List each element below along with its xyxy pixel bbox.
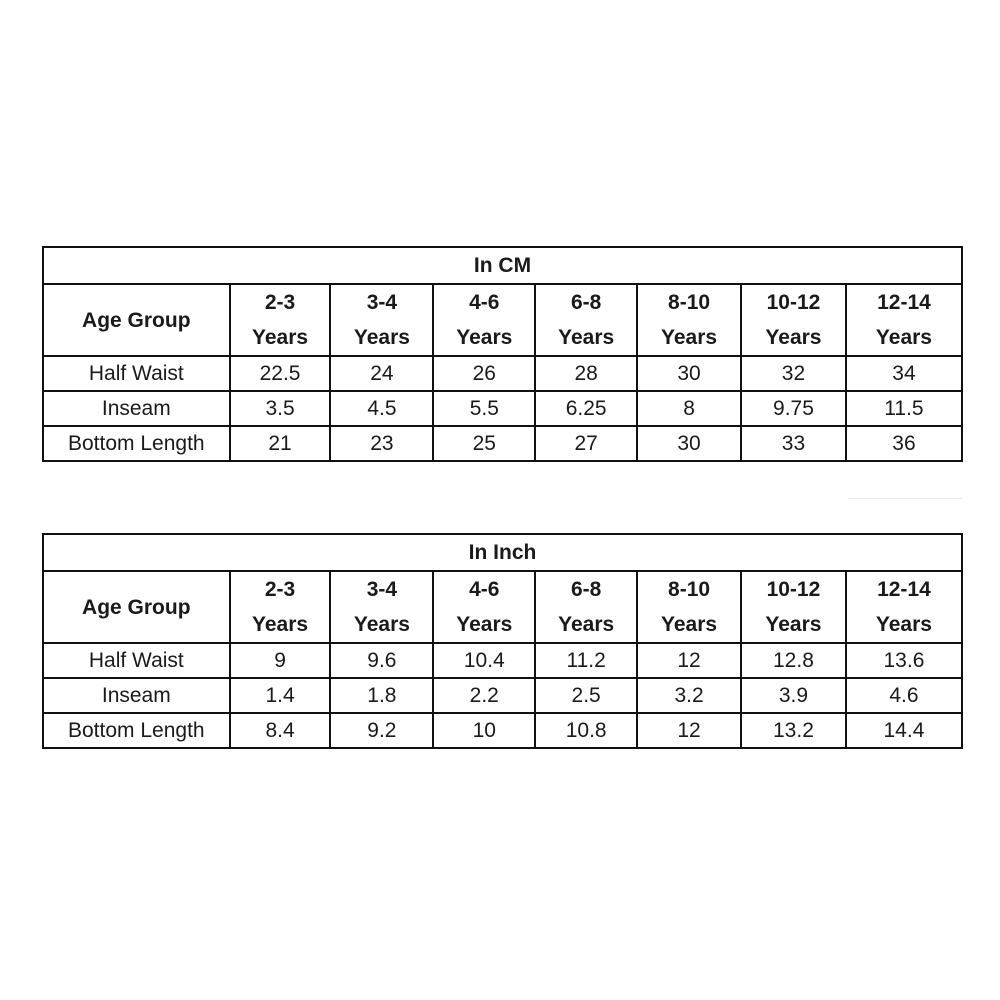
age-range: 10-12: [766, 291, 821, 314]
row-label: Inseam: [43, 391, 230, 426]
age-unit: Years: [661, 613, 718, 636]
row-label: Bottom Length: [43, 426, 230, 461]
age-range: 4-6: [469, 578, 500, 601]
table-cell: 36: [846, 426, 962, 461]
age-unit: Years: [558, 326, 615, 349]
table-title-row: [43, 247, 962, 284]
table-cell: 4.6: [846, 678, 962, 713]
table-header-row: [43, 571, 962, 643]
table-row-inseam: [43, 678, 962, 713]
row-label: Half Waist: [43, 643, 230, 678]
age-group-column-header: [433, 284, 535, 356]
table-cell: 9: [230, 643, 331, 678]
age-group-column-header: [330, 571, 433, 643]
table-cell: 8: [637, 391, 741, 426]
age-group-column-header: [535, 284, 637, 356]
table-cell: 11.2: [535, 643, 637, 678]
age-group-column-header: [230, 571, 331, 643]
age-group-column-header: [230, 284, 331, 356]
table-cell: 1.8: [330, 678, 433, 713]
table-row-bottom-length: [43, 426, 962, 461]
table-cell: 32: [741, 356, 846, 391]
table-cell: 10: [433, 713, 535, 748]
age-range: 4-6: [469, 291, 500, 314]
table-cell: 27: [535, 426, 637, 461]
age-range: 6-8: [570, 578, 602, 601]
table-cell: 12: [637, 643, 741, 678]
table-cell: 14.4: [846, 713, 962, 748]
table-title-row: [43, 534, 962, 571]
age-group-header: Age Group: [43, 284, 230, 356]
age-unit: Years: [353, 613, 410, 636]
size-chart-cm-table: [42, 246, 963, 462]
table-cell: 13.2: [741, 713, 846, 748]
table-cell: 13.6: [846, 643, 962, 678]
table-cell: 9.75: [741, 391, 846, 426]
age-group-column-header: [433, 571, 535, 643]
table-cell: 3.9: [741, 678, 846, 713]
divider-line: [848, 498, 962, 499]
table-cell: 4.5: [330, 391, 433, 426]
table-cell: 9.6: [330, 643, 433, 678]
age-range: 8-10: [668, 578, 711, 601]
table-cell: 3.2: [637, 678, 741, 713]
table-cell: 6.25: [535, 391, 637, 426]
age-group-column-header: [741, 284, 846, 356]
age-unit: Years: [252, 613, 309, 636]
table-cell: 28: [535, 356, 637, 391]
table-cell: 25: [433, 426, 535, 461]
age-group-column-header: [535, 571, 637, 643]
table-cell: 30: [637, 356, 741, 391]
table-cell: 26: [433, 356, 535, 391]
table-cell: 1.4: [230, 678, 331, 713]
age-unit: Years: [456, 326, 513, 349]
age-unit: Years: [875, 613, 932, 636]
age-range: 3-4: [366, 578, 398, 601]
age-unit: Years: [252, 326, 309, 349]
table-header-row: [43, 284, 962, 356]
table-row-half-waist: [43, 356, 962, 391]
table-title: In Inch: [43, 534, 962, 571]
age-unit: Years: [765, 613, 822, 636]
age-group-column-header: [741, 571, 846, 643]
table-title: In CM: [43, 247, 962, 284]
age-range: 12-14: [877, 291, 931, 314]
table-cell: 5.5: [433, 391, 535, 426]
age-range: 2-3: [264, 291, 296, 314]
age-unit: Years: [353, 326, 410, 349]
table-cell: 24: [330, 356, 433, 391]
row-label: Bottom Length: [43, 713, 230, 748]
age-group-column-header: [637, 571, 741, 643]
table-cell: 12.8: [741, 643, 846, 678]
age-range: 3-4: [366, 291, 398, 314]
table-cell: 30: [637, 426, 741, 461]
size-chart-inch-table: [42, 533, 963, 749]
table-row-bottom-length: [43, 713, 962, 748]
age-group-header: Age Group: [43, 571, 230, 643]
table-cell: 10.4: [433, 643, 535, 678]
row-label: Inseam: [43, 678, 230, 713]
age-unit: Years: [661, 326, 718, 349]
table-cell: 9.2: [330, 713, 433, 748]
table-cell: 22.5: [230, 356, 331, 391]
table-cell: 3.5: [230, 391, 331, 426]
table-cell: 23: [330, 426, 433, 461]
table-cell: 33: [741, 426, 846, 461]
age-unit: Years: [558, 613, 615, 636]
table-row-inseam: [43, 391, 962, 426]
table-cell: 11.5: [846, 391, 962, 426]
age-unit: Years: [765, 326, 822, 349]
age-range: 8-10: [668, 291, 711, 314]
age-group-column-header: [637, 284, 741, 356]
table-row-half-waist: [43, 643, 962, 678]
table-cell: 34: [846, 356, 962, 391]
age-range: 2-3: [264, 578, 296, 601]
age-unit: Years: [456, 613, 513, 636]
age-group-column-header: [846, 284, 962, 356]
age-unit: Years: [875, 326, 932, 349]
table-cell: 2.2: [433, 678, 535, 713]
age-group-column-header: [330, 284, 433, 356]
row-label: Half Waist: [43, 356, 230, 391]
table-cell: 8.4: [230, 713, 331, 748]
table-cell: 2.5: [535, 678, 637, 713]
age-range: 6-8: [570, 291, 602, 314]
age-range: 10-12: [766, 578, 821, 601]
table-cell: 21: [230, 426, 331, 461]
table-cell: 12: [637, 713, 741, 748]
age-group-column-header: [846, 571, 962, 643]
age-range: 12-14: [877, 578, 931, 601]
table-cell: 10.8: [535, 713, 637, 748]
